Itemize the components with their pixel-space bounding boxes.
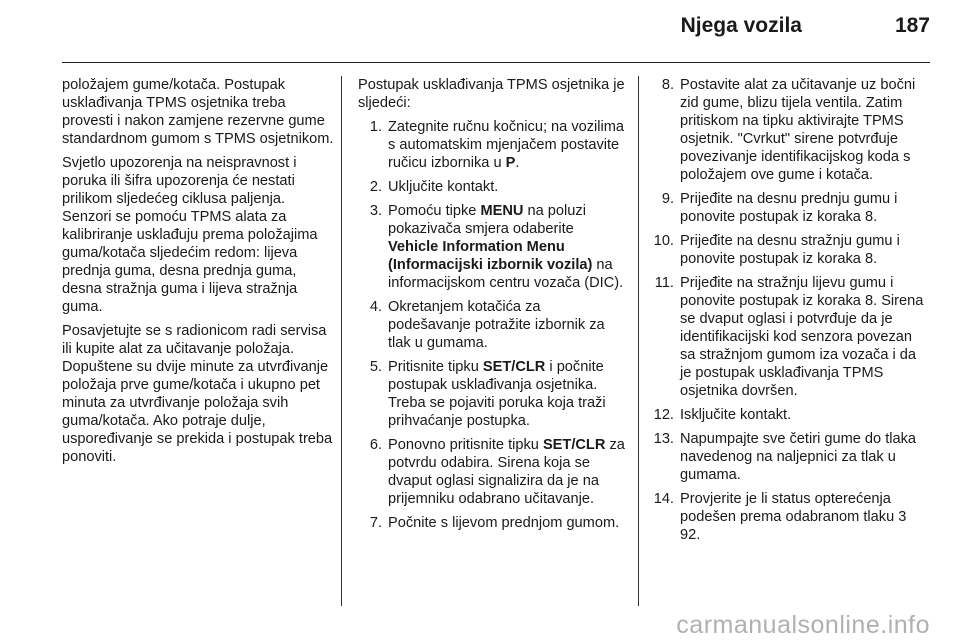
list-item	[358, 436, 626, 508]
key-label: P	[505, 155, 516, 171]
key-label: SET/CLR	[482, 359, 546, 375]
step-number: 11.	[654, 275, 674, 291]
step-number: 2.	[369, 179, 382, 195]
column-3	[652, 76, 924, 550]
section-title: Njega vozila	[680, 14, 802, 37]
step-text: Prijeđite na desnu prednju gumu i ponovite postupak iz koraka 8.	[680, 191, 898, 225]
procedure-steps-continued	[652, 76, 924, 544]
step-number: 4.	[369, 299, 382, 315]
step-number: 1.	[369, 119, 382, 135]
step-text: Postavite alat za učitavanje uz bočni zid gume, blizu tijela ventila. Zatim pritiskom na tipku aktivirajte TPMS osjetnik. "Cvrkut" sirene potvrđuje povezivanje identifikacijskog koda s položajem ove gume i kotača.	[680, 77, 916, 183]
step-text: Uključite kontakt.	[388, 179, 499, 195]
procedure-steps	[358, 118, 626, 532]
procedure-intro: Postupak usklađivanja TPMS osjetnika je sljedeći:	[358, 77, 625, 111]
list-item	[652, 406, 924, 424]
list-item	[358, 298, 626, 352]
paragraph: položajem gume/kotača. Postupak usklađivanja TPMS osjetnika treba provesti i nakon zamjene rezervne gume standardnom gumom s TPMS osjetnikom.	[62, 77, 334, 147]
step-number: 7.	[369, 515, 382, 531]
step-number: 6.	[369, 437, 382, 453]
header-rule	[62, 62, 930, 63]
step-number: 13.	[653, 431, 674, 447]
step-text: Prijeđite na stražnju lijevu gumu i ponovite postupak iz koraka 8. Sirena se dvaput oglasi i potvrđuje da je identifikacijski kod senzora povezan sa stražnjom gumom iza vozača i da je postupak usklađivanja TPMS osjetnika dovršen.	[680, 275, 924, 399]
list-item	[358, 178, 626, 196]
step-text: Ponovno pritisnite tipku SET/CLR za potvrdu odabira. Sirena koja se dvaput oglasi signalizira da je na prijemniku odabrano učitavanje.	[388, 437, 625, 507]
column-divider-2	[638, 76, 639, 606]
step-text: Pomoću tipke MENU na poluzi pokazivača smjera odaberite Vehicle Information Menu (Informacijski izbornik vozila) na informacijskom centru vozača (DIC).	[388, 203, 624, 291]
list-item	[358, 202, 626, 292]
column-divider-1	[341, 76, 342, 606]
list-item	[652, 430, 924, 484]
step-number: 3.	[369, 203, 382, 219]
step-number: 5.	[369, 359, 382, 375]
column-2	[358, 76, 626, 538]
step-number: 8.	[661, 77, 674, 93]
step-number: 9.	[661, 191, 674, 207]
step-text: Okretanjem kotačića za podešavanje potražite izbornik za tlak u gumama.	[388, 299, 605, 351]
list-item	[652, 274, 924, 400]
step-text: Napumpajte sve četiri gume do tlaka navedenog na naljepnici za tlak u gumama.	[680, 431, 917, 483]
step-text: Pritisnite tipku SET/CLR i počnite postupak usklađivanja osjetnika. Treba se pojaviti poruka koja traži prihvaćanje postupka.	[388, 359, 606, 429]
watermark: carmanualsonline.info	[676, 611, 930, 639]
list-item	[358, 358, 626, 430]
list-item	[358, 514, 626, 532]
step-number: 12.	[653, 407, 674, 423]
page-reference-link[interactable]: 3 92.	[680, 509, 907, 543]
step-text: Prijeđite na desnu stražnju gumu i ponovite postupak iz koraka 8.	[680, 233, 900, 267]
page-number: 187	[894, 14, 930, 37]
list-item	[652, 190, 924, 226]
key-label: MENU	[480, 203, 524, 219]
list-item	[358, 118, 626, 172]
column-1	[62, 76, 334, 472]
step-text: Provjerite je li status opterećenja podešen prema odabranom tlaku 3 92.	[680, 491, 907, 543]
list-item	[652, 490, 924, 544]
paragraph: Svjetlo upozorenja na neispravnost i poruka ili šifra upozorenja će nestati prilikom sljedećeg ciklusa paljenja. Senzori se pomoću TPMS alata za kalibriranje usklađuju prema položajima guma/kotača sljedećim redom: lijeva prednja guma, desna prednja guma, desna stražnja guma i lijeva stražnja guma.	[62, 155, 318, 315]
list-item	[652, 232, 924, 268]
reference-arrow-icon: 3	[898, 509, 907, 525]
step-text: Počnite s lijevom prednjom gumom.	[388, 515, 620, 531]
step-number: 10.	[653, 233, 674, 249]
menu-label: Vehicle Information Menu (Informacijski izbornik vozila)	[388, 239, 593, 273]
step-text: Isključite kontakt.	[680, 407, 792, 423]
paragraph: Posavjetujte se s radionicom radi servisa ili kupite alat za učitavanje položaja. Dopuštene su dvije minute za utvrđivanje položaja prve gume/kotača i ukupno pet minuta za utvrđivanje položaja svih guma/kotača. Ako potraje dulje, uspoređivanje se prekida i postupak treba ponoviti.	[62, 323, 333, 465]
list-item	[652, 76, 924, 184]
step-number: 14.	[653, 491, 674, 507]
key-label: SET/CLR	[542, 437, 606, 453]
step-text: Zategnite ručnu kočnicu; na vozilima s automatskim mjenjačem postavite ručicu izbornika u P.	[388, 119, 625, 171]
